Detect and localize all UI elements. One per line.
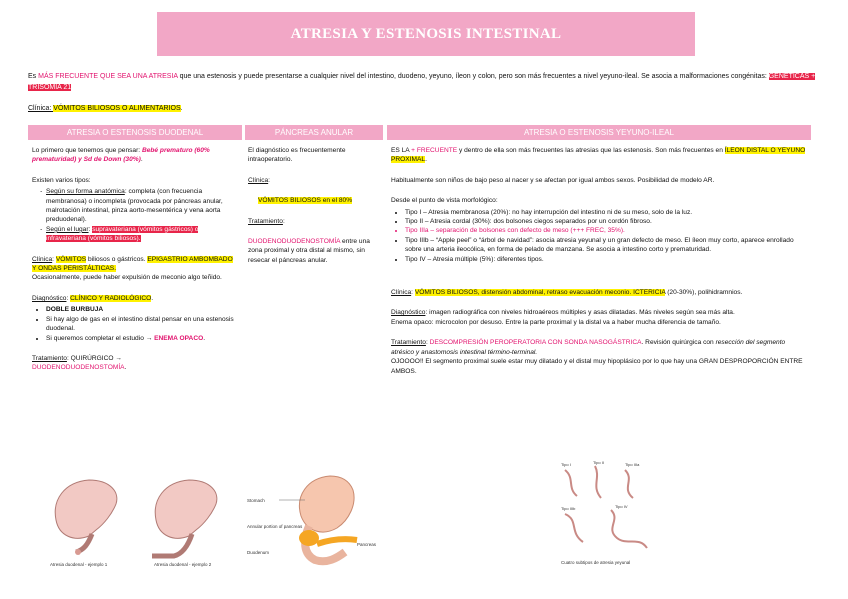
- yeyuno-tipos-list: [391, 208, 809, 264]
- col-duodenal: [32, 146, 238, 375]
- duodenal-intro-c: .: [140, 156, 143, 164]
- header-duodenal: [28, 125, 242, 140]
- pancreas-tx-label: Tratamiento: [248, 217, 283, 225]
- duodenal-tx-b: DUODENODUODENOSTOMÍA: [32, 364, 125, 372]
- yeyuno-p2: Habitualmente son niños de bajo peso al nacer y se afectan por igual ambos sexos. Posibilidad de modelo AR.: [391, 176, 715, 184]
- col-yeyunoileal: [391, 146, 809, 378]
- pancreas-intro: El diagnóstico es frecuentemente intraoperatorio.: [248, 147, 346, 164]
- clinica-value: VÓMITOS BILIOSOS O ALIMENTARIOS: [53, 105, 181, 112]
- subtype-3a-shape: [625, 470, 633, 498]
- header-yeyunoileal-label: ATRESIA O ESTENOSIS YEYUNO-ILEAL: [524, 128, 674, 137]
- pancreas-clinica-colon: :: [268, 176, 270, 184]
- label-pancreas: Pancreas: [357, 542, 377, 547]
- annular-pancreas-illustration: [245, 470, 385, 580]
- page-title: ATRESIA Y ESTENOSIS INTESTINAL: [290, 25, 562, 42]
- duodenal-intro-a: Lo primero que tenemos que pensar:: [32, 147, 142, 154]
- yeyuno-clinica-colon: :: [411, 289, 415, 297]
- yeyuno-clinica: [391, 288, 809, 297]
- yeyuno-diagnostico: [391, 308, 809, 327]
- yeyuno-tratamiento: [391, 338, 809, 376]
- duodenal-stomach-2: [152, 480, 217, 556]
- label-tipo-1: Tipo I: [561, 462, 571, 467]
- intro-highlight: MÁS FRECUENTE QUE SEA UNA ATRESIA: [38, 73, 178, 80]
- tipos-title: Existen varios tipos:: [32, 176, 91, 184]
- yeyuno-clinica-b: VÓMITOS BILIOSOS, distensión abdominal, retraso evacuación meconio.: [414, 289, 634, 297]
- duodenal-tx-label: Tratamiento: [32, 354, 67, 362]
- yeyuno-tx-d: resección del segmento atrésico y anastomosis intestinal término-terminal.: [391, 339, 786, 356]
- yeyuno-ictericia: ICTERICIA: [633, 289, 666, 297]
- yeyuno-intro-c: y dentro de ella son más frecuentes las atresias que las estenosis. Son más frecuentes en: [457, 147, 725, 154]
- header-duodenal-label: ATRESIA O ESTENOSIS DUODENAL: [66, 128, 204, 137]
- tipo-anatomica-text: : completa (con frecuencia membranosa) o incompleta (provocada por páncreas anular, malrotación intestinal, pinza aorto-mesentérica y vena aorta preduodenal).: [46, 188, 223, 224]
- stomach-shape: [299, 476, 354, 532]
- yeyuno-dx-a: : imagen radiográfica con niveles hidroaéreos múltiples y asas dilatadas. Más niveles según sea más alta.: [425, 309, 735, 317]
- yeyuno-intro-d: ÍLEON DISTAL O YEYUNO PROXIMAL: [391, 147, 806, 164]
- yeyuno-tipo-4: • Tipo IV – Atresia múltiple (5%): diferentes tipos.: [405, 255, 809, 264]
- dx-item-enema: [46, 334, 238, 343]
- yeyuno-clinica-label: Clínica: [391, 289, 412, 297]
- yeyuno-tx-e: OJOOOO!! El segmento proximal suele estar muy dilatado y el distal muy hipoplásico por lo que hay una GRAN DESPROPORCIÓN ENTRE AMBOS.: [391, 358, 803, 375]
- yeyuno-tx-c: . Revisión quirúrgica con: [641, 339, 716, 347]
- label-tipo-2: Tipo II: [593, 460, 604, 465]
- yeyuno-dx-label: Diagnóstico: [391, 309, 426, 317]
- title-banner: [157, 12, 695, 56]
- yeyuno-clinica-d: (20-30%), polihidramnios.: [665, 289, 743, 297]
- duodenal-vomitos: VÓMITOS: [55, 255, 87, 263]
- caption-duodenal-1: Atresia duodenal - ejemplo 1: [50, 562, 108, 567]
- duodenal-tratamiento: [32, 354, 238, 373]
- pancreas-clinica-label: Clínica: [248, 176, 269, 184]
- yeyuno-intro-e: .: [425, 156, 427, 164]
- duodenal-tx-c: .: [124, 364, 127, 372]
- pancreas-clinica: [248, 176, 380, 185]
- yeyuno-tipo-3a: • Tipo IIIa – separación de bolsones con defecto de meso (+++ FREC, 35%).: [405, 226, 809, 235]
- yeyuno-tx-colon: :: [425, 339, 430, 347]
- duodenal-intro: [32, 146, 238, 165]
- dx-item-doble-burbuja: • DOBLE BURBUJA: [46, 305, 238, 314]
- caption-yeyunal: Cuatro subtipos de atresia yeyunal: [561, 560, 631, 565]
- pancreas-tx-text: [248, 237, 380, 265]
- tipos-list: [32, 187, 238, 243]
- yeyuno-intro: [391, 146, 809, 165]
- yeyuno-intro-b: + FRECUENTE: [411, 147, 458, 154]
- yeyuno-tipo-1: • Tipo I – Atresia membranosa (20%): no hay interrupción del intestino ni de su meso, solo de la luz.: [405, 208, 809, 217]
- col-pancreas: [248, 146, 380, 267]
- pancreas-vomitos: [248, 196, 380, 205]
- yeyuno-tipo-3b: • Tipo IIIb – “Apple peel” o “árbol de navidad”: asocia atresia yeyunal y un gran defecto de meso. El íleon muy corto, aparece enrollado sobre una arteria ileocólica, en forma de pelado de manzana. Se asocia a intestino corto y prematuridad.: [405, 236, 809, 255]
- duodenal-clinica: [32, 255, 238, 283]
- caption-duodenal-2: Atresia duodenal - ejemplo 2: [154, 562, 212, 567]
- duodenal-clinica-colon: :: [52, 255, 56, 263]
- pancreas-shape: [317, 539, 357, 544]
- clinica-line: [28, 105, 183, 112]
- duodenal-dx-label: Diagnóstico: [32, 294, 67, 302]
- duodenal-clinica-label: Clínica: [32, 255, 53, 263]
- duodenal-intro-b: Bebé prematuro (60% prematuridad) y Sd de Down (30%): [32, 147, 210, 164]
- clinica-end: .: [180, 105, 183, 112]
- dx-enema-b: ENEMA OPACO: [154, 334, 204, 342]
- yeyuno-morf: Desde el punto de vista morfológico:: [391, 197, 498, 205]
- yeyuno-dx-b: Enema opaco: microcolon por desuso. Entre la parte proximal y la distal va a haber mucha diferencia de tamaño.: [391, 318, 721, 326]
- duodenal-dx-end: .: [151, 294, 154, 302]
- duodenal-dx-value: CLÍNICO Y RADIOLÓGICO: [70, 294, 152, 302]
- label-tipo-3a: Tipo IIIa: [625, 462, 640, 467]
- dx-item-gas: • Si hay algo de gas en el intestino distal pensar en una estenosis duodenal.: [46, 315, 238, 334]
- duodenal-diagnostico: [32, 294, 238, 303]
- label-annular: Annular portion of pancreas: [247, 524, 303, 529]
- label-duodenum: Duodenum: [247, 550, 270, 555]
- subtype-4-shape: [611, 510, 647, 548]
- tipo-anatomica: [46, 187, 238, 225]
- clinica-label: Clínica:: [28, 105, 54, 112]
- subtype-2-shape: [595, 466, 601, 498]
- label-tipo-3b: Tipo IIIb: [561, 506, 576, 511]
- header-yeyunoileal: [387, 125, 811, 140]
- pancreas-tx-c: entre una zona proximal y otra distal al mismo, sin resecar el páncreas anular.: [248, 238, 370, 264]
- yeyunal-subtypes-illustration: [555, 458, 667, 570]
- dx-enema-c: .: [203, 334, 206, 342]
- subtype-3b-shape: [565, 514, 583, 542]
- yeyuno-tx-b: DESCOMPRESIÓN PEROPERATORIA CON SONDA NASOGÁSTRICA: [429, 339, 642, 347]
- pancreas-tx-b: DUODENODUODENOSTOMÍA: [248, 238, 341, 246]
- duodenal-meconio: Ocasionalmente, puede haber expulsión de meconio algo teñido.: [32, 274, 222, 282]
- header-pancreas-label: PÁNCREAS ANULAR: [274, 128, 354, 137]
- tipo-lugar: [46, 225, 238, 244]
- intro-text-c: que una estenosis y puede presentarse a cualquier nivel del intestino, duodeno, yeyuno, íleon y colon, pero son más frecuentes a nivel yeyuno-ileal. Se asocia a malformaciones congénitas:: [177, 73, 769, 80]
- pancreas-vomitos-value: VÓMITOS BILIOSOS en el 80%: [258, 197, 353, 205]
- duodenal-dx-list: [32, 305, 238, 343]
- yeyuno-tipo-2: • Tipo II – Atresia cordal (30%): dos bolsones ciegos separados por un cordón fibroso.: [405, 217, 809, 226]
- subtype-1-shape: [565, 470, 577, 496]
- yeyuno-intro-a: ES LA: [391, 147, 412, 154]
- tipo-lugar-label: Según el lugar: [46, 225, 89, 233]
- duodenal-atresia-illustration: [34, 470, 234, 570]
- duodenal-stomach-1: [55, 480, 117, 555]
- yeyuno-tx-label: Tratamiento: [391, 339, 426, 347]
- tipo-lugar-colon: :: [88, 225, 93, 233]
- duodenal-dx-colon: :: [66, 294, 71, 302]
- intro-paragraph: [28, 71, 823, 93]
- intro-genetics: GENÉTICAS + TRISOMÍA 21: [28, 73, 816, 91]
- header-pancreas: [245, 125, 383, 140]
- annular-pancreas-shape: [299, 530, 319, 546]
- intro-text-a: Es: [28, 73, 39, 80]
- duodenal-epigastrio: EPIGASTRIO AMBOMBADO Y ONDAS PERISTÁLTICAS.: [32, 255, 233, 273]
- duodenal-clinica-c: biliosos o gástricos.: [86, 255, 148, 263]
- pancreas-tx-colon: :: [282, 217, 285, 225]
- tipo-lugar-text: supravateriana (vómitos gástricos) o infravateriana (vómitos biliosos).: [46, 225, 199, 243]
- tipo-anatomica-label: Según su forma anatómica: [46, 188, 125, 196]
- dx-enema-a: Si queremos completar el estudio →: [46, 334, 155, 342]
- label-tipo-4: Tipo IV: [615, 504, 628, 509]
- label-stomach: Stomach: [247, 498, 265, 503]
- pancreas-tratamiento: [248, 217, 380, 226]
- duodenal-tx-a: : QUIRÚRGICO →: [66, 354, 122, 362]
